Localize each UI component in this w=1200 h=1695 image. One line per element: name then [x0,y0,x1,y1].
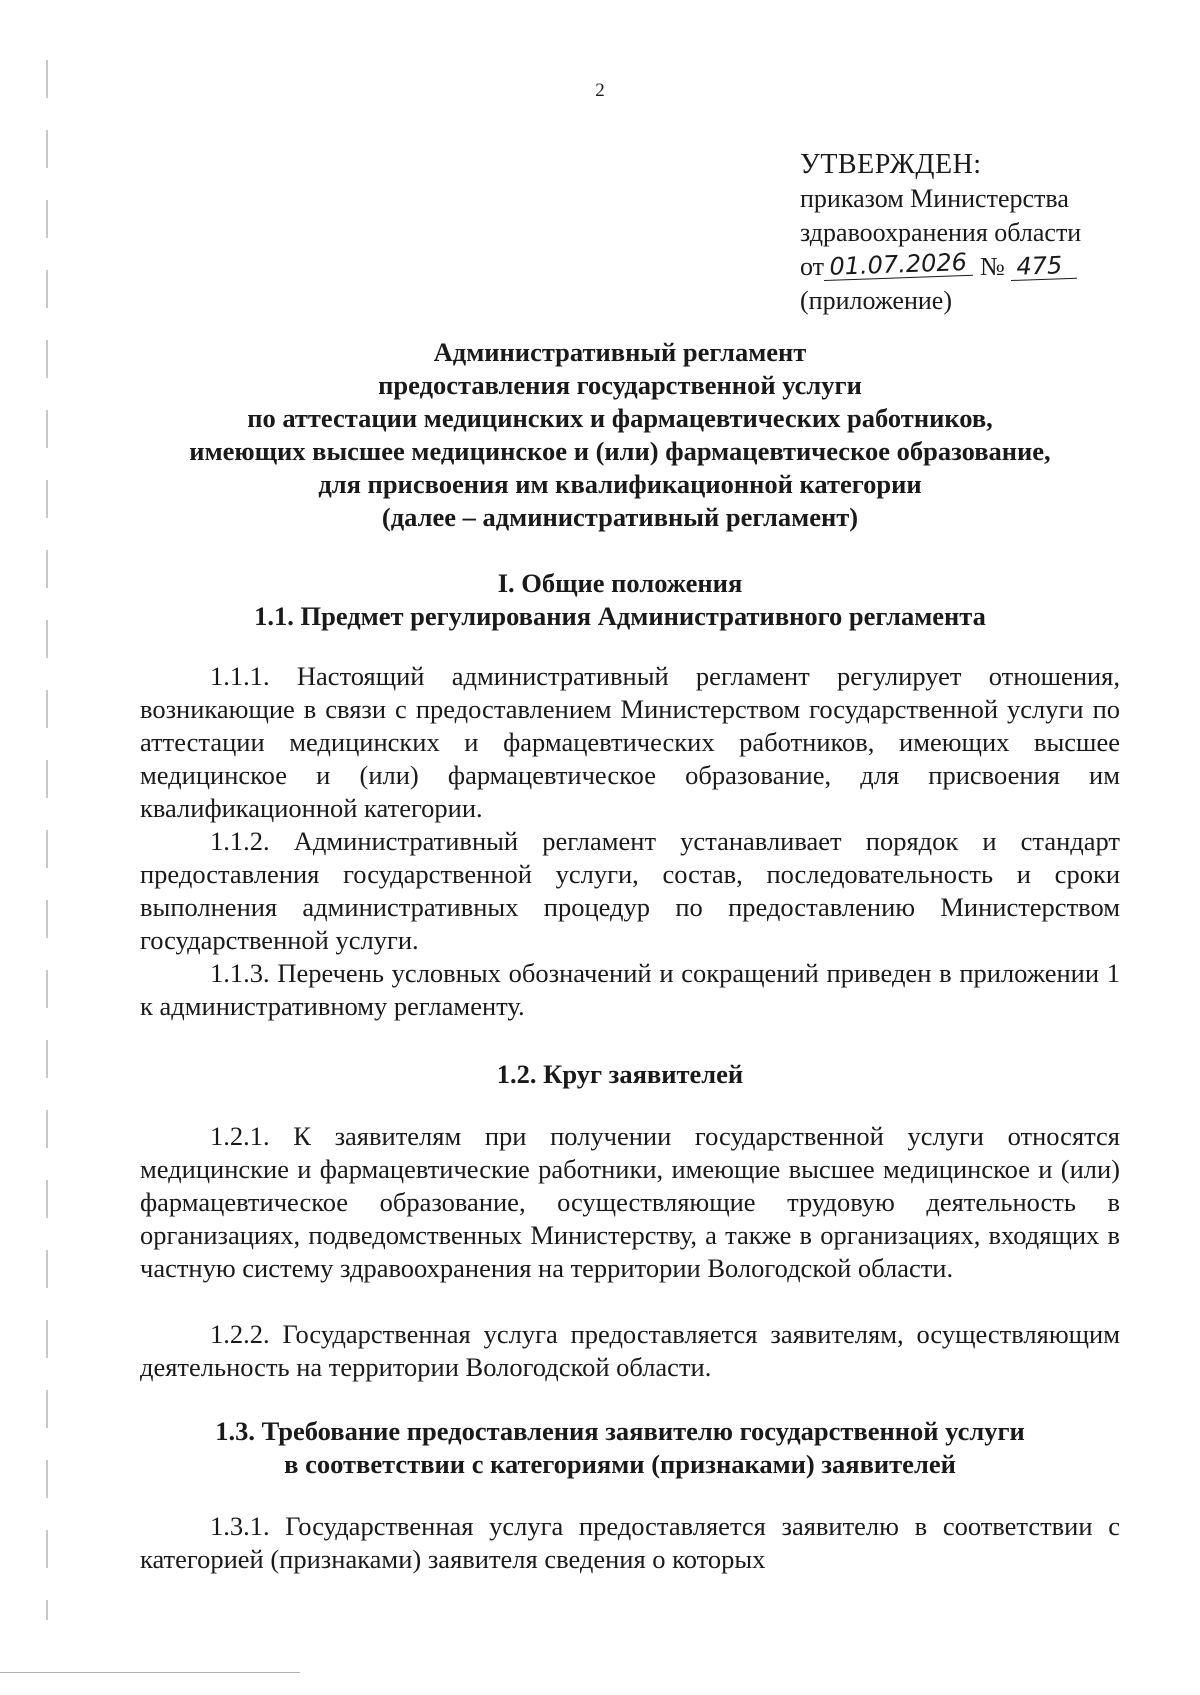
heading-line: в соответствии с категориями (признаками) заявителей [284,1449,956,1479]
approval-line-1: приказом Министерства [800,184,1069,213]
subsection-heading-subject: 1.1. Предмет регулирования Административного регламента [254,601,986,631]
approval-number-label: № [979,252,1005,281]
paragraph-1-3-1: 1.3.1. Государственная услуга предоставляется заявителю в соответствии с категорией (признаками) заявителя сведения о которых [140,1511,1120,1574]
scan-edge-marks [46,60,48,1620]
section-heading-general: I. Общие положения [497,568,743,598]
approval-heading: УТВЕРЖДЕН: [800,149,982,180]
page-number: 2 [595,80,605,101]
title-line: Административный регламент [433,337,807,367]
paragraph-1-1-1: 1.1.1. Настоящий административный регламент регулирует отношения, возникающие в связи с предоставлением Министерством государственной услуги по аттестации медицинских и фармацевтических работников, имеющих высшее медицинское и (или) фармацевтическое образование, для присвоения им квалификационной категории. [140,661,1120,823]
approval-number-handwritten: 475 [1010,252,1077,281]
approval-block [800,148,1160,318]
subsection-heading-applicants: 1.2. Круг заявителей [496,1059,744,1089]
heading-line: 1.3. Требование предоставления заявителю государственной услуги [215,1416,1025,1446]
title-line: для присвоения им квалификационной категории [318,469,922,499]
approval-from-label: от [800,252,825,281]
document-title [140,336,1100,534]
subsection-heading-requirement [140,1415,1100,1481]
approval-attachment: (приложение) [800,286,953,315]
paragraph-1-1-3: 1.1.3. Перечень условных обозначений и сокращений приведен в приложении 1 к административному регламенту. [140,958,1120,1021]
approval-date-line [800,250,1160,284]
paragraph-1-1-2: 1.1.2. Административный регламент устанавливает порядок и стандарт предоставления государственной услуги, состав, последовательность и сроки выполнения административных процедур по предоставлению Министерством государственной услуги. [140,826,1120,955]
paragraph-1-2-2: 1.2.2. Государственная услуга предоставляется заявителям, осуществляющим деятельность на территории Вологодской области. [140,1319,1120,1382]
paragraph-1-2-1: 1.2.1. К заявителям при получении государственной услуги относятся медицинские и фармацевтические работники, имеющие высшее медицинское и (или) фармацевтическое образование, осуществляющие трудовую деятельность в организациях, подведомственных Министерству, а также в организациях, входящих в частную систему здравоохранения на территории Вологодской области. [140,1121,1120,1283]
title-line: имеющих высшее медицинское и (или) фармацевтическое образование, [189,436,1051,466]
approval-date-handwritten: 01.07.2026 [823,249,973,281]
scan-bottom-line [0,1672,300,1673]
title-line: (далее – административный регламент) [381,502,859,532]
title-line: по аттестации медицинских и фармацевтических работников, [247,403,993,433]
title-line: предоставления государственной услуги [378,370,862,400]
approval-line-2: здравоохранения области [800,218,1082,247]
